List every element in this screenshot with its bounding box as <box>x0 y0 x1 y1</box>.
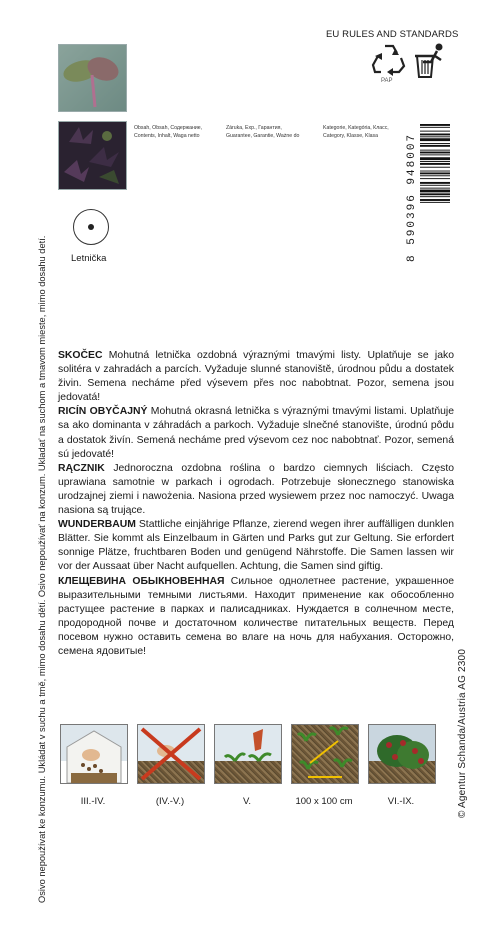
step-label: VI.-IX. <box>387 796 415 807</box>
section-pl: RĄCZNIK Jednoroczna ozdobna roślina o bardzo ciemnych liściach. Często uprawiana samotnie w parkach i ogrodach. Potrzebuje słonecznego stanowiska urodzajnej ziemi i nawożenia. Nasiona przed wysiewem przez noc namoczyć. Uwaga nasiona są trujące. <box>58 462 454 517</box>
section-cz: SKOČEC Mohutná letnička ozdobná výraznými tmavými listy. Uplatňuje se jako solitéra v zahradách a parcích. Vyžaduje slunné stanoviště, úrodnou půdu a dostatek živin. Semena necháme před výsevem přes noc nabobtnat. Pozor, semena jsou jedovatá! <box>58 350 454 404</box>
pap-label: PAP <box>381 78 393 84</box>
step-label: 100 x 100 cm <box>295 796 353 807</box>
plant-photo <box>58 121 127 190</box>
guarantee-header: Záruka, Exp., Гарантия, Guarantee, Garantie, Ważne do <box>226 125 300 139</box>
flowering-icon <box>368 724 436 784</box>
step-label: V. <box>242 796 252 807</box>
step-label: III.-IV. <box>80 796 106 807</box>
planting-out-icon <box>214 724 282 784</box>
section-sk: RICÍN OBYČAJNÝ Mohutná okrasná letnička s výraznými tmavými listami. Uplatňuje sa ako dominanta v záhradách a parkoch. Vyžaduje slnečné stanovište, úrodnú pôdu a dostatok živín. Semená necháme pred výsevom cez noc nabobtnať. Pozor, semená sú jedovaté! <box>58 406 454 460</box>
section-ru: КЛЕЩЕВИНА ОБЫКНОВЕННАЯ Сильное однолетнее растение, украшенное выразительными темными листьями. Находит применение как обособленно растущее растение в парках и палисадниках. Нуждается в солнечном месте, продородной почве и достаточном количестве питательных веществ. Перед посевом нужно оставить семена во влаге на ночь для набухания. Осторожно, семена ядовитые! <box>58 575 454 657</box>
category-header: Kategorie, Kategória, Класс, Category, Klasse, Klasa <box>323 125 389 139</box>
dispose-bin-icon <box>413 42 449 80</box>
seedling-photo <box>58 44 127 112</box>
recycling-icon <box>371 42 407 76</box>
annual-plant-icon <box>73 209 109 245</box>
storage-warning-text: Osivo nepoužívat ke konzumu. Ukládat v suchu a tmě, mimo dosahu dětí. Osivo nepoužívať na konzum. Ukladať na suchom a tmavom mieste, mimo dosahu detí. <box>37 235 47 903</box>
barcode-number: 8 590396 948007 <box>406 132 418 262</box>
copyright-text: © Agentur Schanda/Austria AG 2300 <box>457 648 468 818</box>
indoor-sowing-icon <box>60 724 128 784</box>
step-label: (IV.-V.) <box>155 796 185 807</box>
annual-label: Letnička <box>71 253 107 264</box>
spacing-icon <box>291 724 359 784</box>
section-de: WUNDERBAUM Stattliche einjährige Pflanze, zierend wegen ihrer auffälligen dunklen Blätter. Sie kommt als Einzelbaum in Gärten und Parks gut zur Geltung. Sie erfordert sonnige Plätze, fruchtbaren Boden und genügend Nährstoffe. Die Samen lassen wir vor der Aussaat über Nacht aufquellen. Achtung, die Samen sind giftig. <box>58 519 454 573</box>
barcode <box>420 122 460 262</box>
eu-rules-heading: EU RULES AND STANDARDS <box>326 29 459 40</box>
direct-sowing-crossed-icon <box>137 724 205 784</box>
contents-header: Obsah, Obsah, Содержание, Contents, Inhalt, Waga netto <box>134 125 203 139</box>
description <box>58 349 454 659</box>
